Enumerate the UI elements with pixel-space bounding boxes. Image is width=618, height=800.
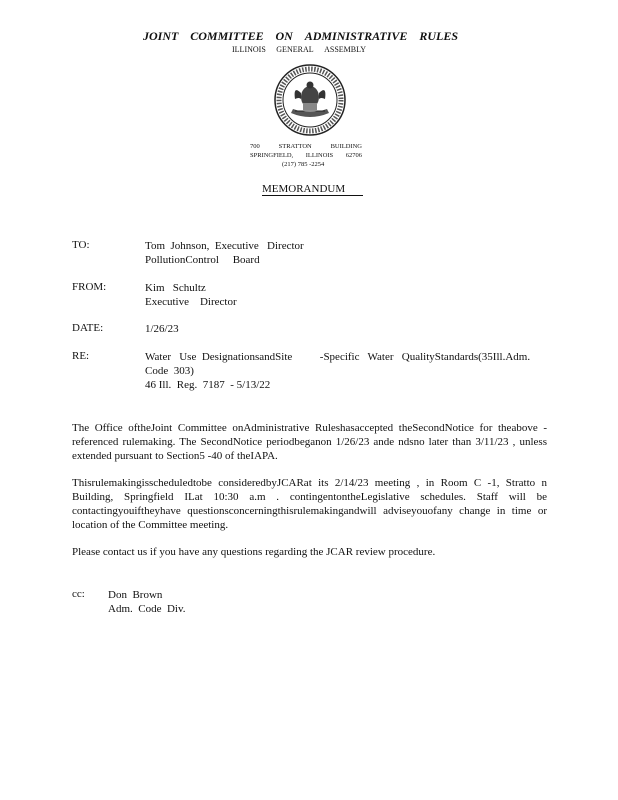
address-line-1 xyxy=(250,143,362,150)
re-value xyxy=(145,350,530,392)
to-line: PollutionControl Board xyxy=(145,254,260,266)
from-line: Executive Director xyxy=(145,296,237,308)
to-label: TO: xyxy=(72,239,90,251)
body-paragraph-schedule: Thisrulemakingisscheduledtobe consideredbyJCARat its 2/14/23 meeting , in Room C -1, Stratto n Building, Springfield ILat 10:30 a.m . contingentontheLegislative schedules. Staff will be contactingyouiftheyhave questionsconcerningthisrulemakingandwill adviseyouofany change in time or location of the Committee meeting. xyxy=(72,477,547,531)
title-word: ON xyxy=(275,29,293,43)
address-word: SPRINGFIELD, xyxy=(250,152,294,159)
cc-line: Don Brown xyxy=(108,589,163,601)
address-word: ILLINOIS xyxy=(305,152,334,159)
cc-label: cc: xyxy=(72,588,85,600)
title-word: COMMITTEE xyxy=(190,29,264,43)
state-seal-icon xyxy=(273,63,347,137)
from-value xyxy=(145,281,237,309)
cc-value xyxy=(108,588,186,616)
subtitle-word: ILLINOIS xyxy=(232,45,266,54)
body-paragraph-contact: Please contact us if you have any questions regarding the JCAR review procedure. xyxy=(72,546,436,558)
re-line: Code 303) xyxy=(145,365,194,377)
re-line: 46 Ill. Reg. 7187 - 5/13/22 xyxy=(145,379,271,391)
subtitle-word: ASSEMBLY xyxy=(324,45,366,54)
from-label: FROM: xyxy=(72,281,107,293)
re-label: RE: xyxy=(72,350,90,362)
title-word: ADMINISTRATIVE xyxy=(304,29,408,43)
body-paragraph-notice: The Office oftheJoint Committee onAdministrative Ruleshasaccepted theSecondNotice for theabove -referenced rulemaking. The SecondNotice periodbeganon 1/26/23 ande ndsno later than 3/11/23 , unless extended pursuant to Section5 -40 of theIAPA. xyxy=(72,422,547,462)
date-value: 1/26/23 xyxy=(145,323,179,335)
phone-number: (217) 785 -2254 xyxy=(282,161,325,168)
assembly-subtitle xyxy=(232,45,366,54)
to-line: Tom Johnson, Executive Director xyxy=(145,240,304,252)
date-label: DATE: xyxy=(72,322,104,334)
committee-title xyxy=(143,29,458,44)
title-word: JOINT xyxy=(143,29,179,43)
re-line: Water Use DesignationsandSite -Specific Water QualityStandards(35Ill.Adm. xyxy=(145,351,531,363)
from-line: Kim Schultz xyxy=(145,282,206,294)
address-word: 62706 xyxy=(345,152,362,159)
cc-line: Adm. Code Div. xyxy=(108,603,186,615)
subtitle-word: GENERAL xyxy=(276,45,314,54)
address-line-2 xyxy=(250,152,362,159)
address-word: BUILDING xyxy=(330,143,362,150)
memo-title: MEMORANDUM xyxy=(262,183,363,196)
address-word: 700 xyxy=(250,143,260,150)
to-value xyxy=(145,239,304,267)
address-word: STRATTON xyxy=(278,143,312,150)
title-word: RULES xyxy=(419,29,458,43)
